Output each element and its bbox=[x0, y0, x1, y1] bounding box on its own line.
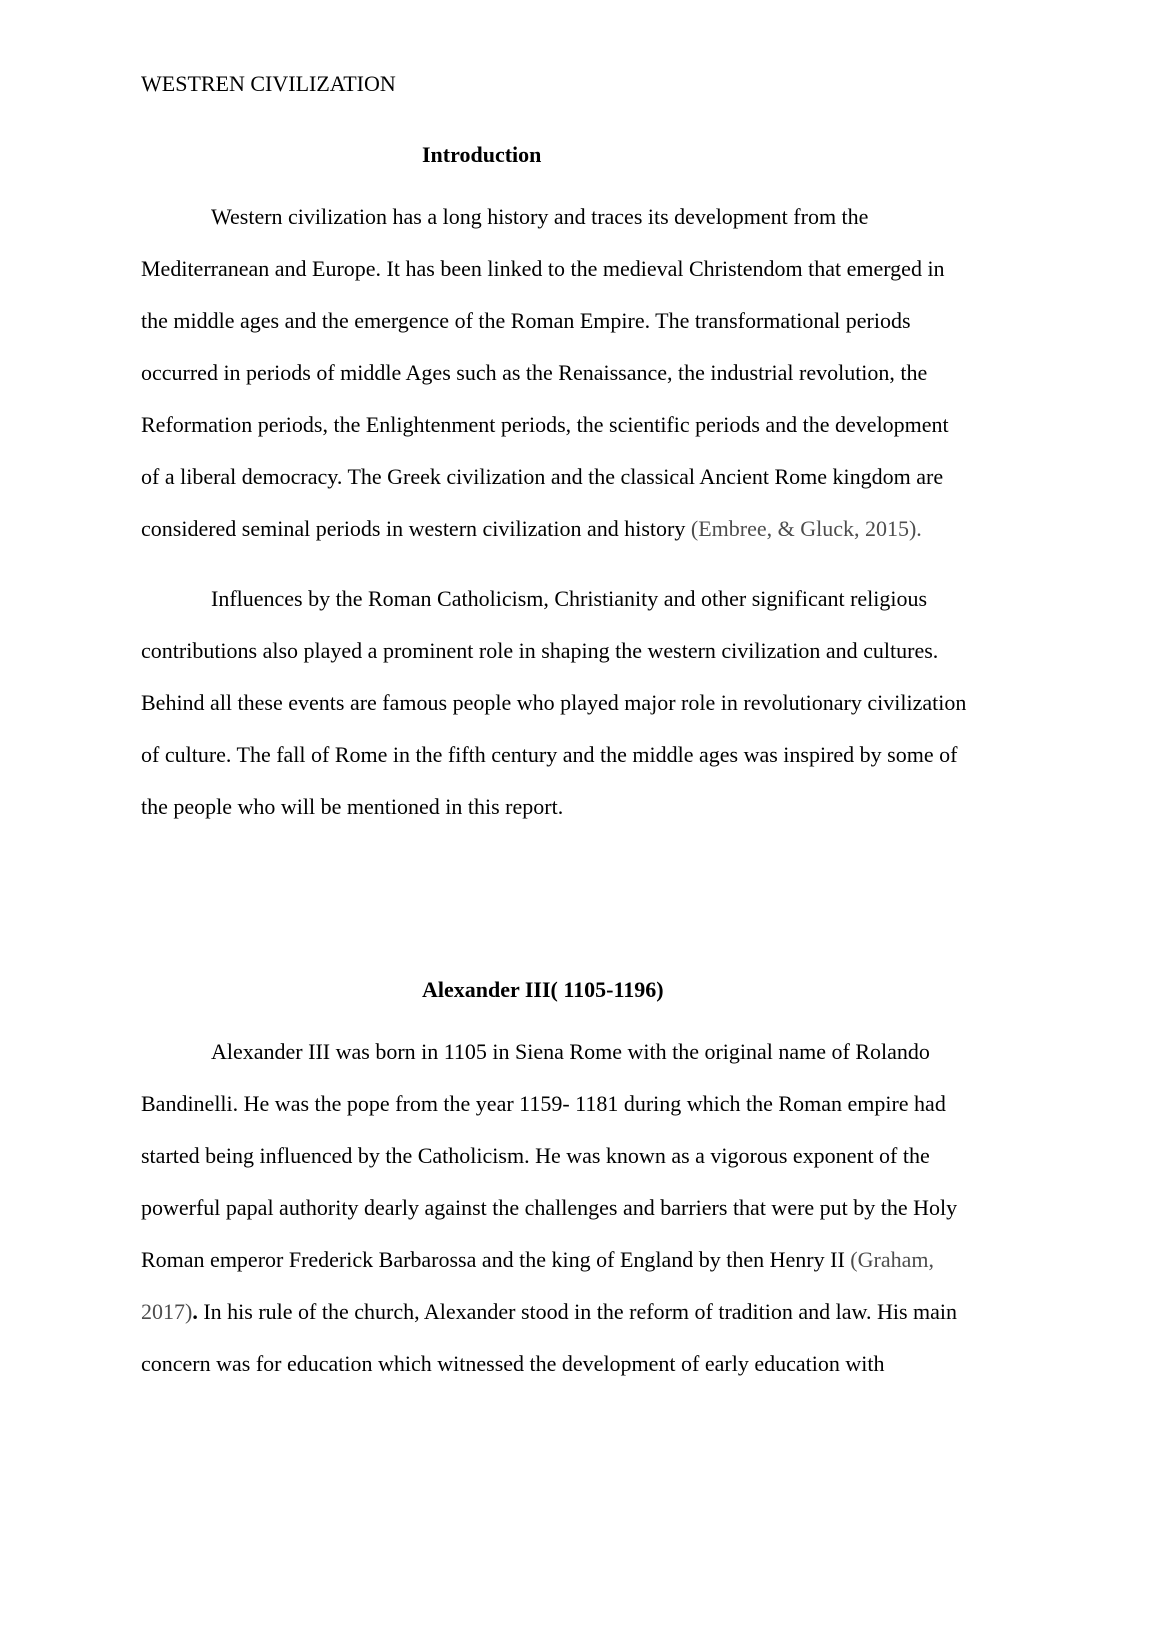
running-head: WESTREN CIVILIZATION bbox=[141, 71, 396, 96]
paragraph-text: considered seminal periods in western civilization and history bbox=[141, 516, 691, 541]
paragraph-line bbox=[141, 1298, 957, 1326]
paragraph-line: powerful papal authority dearly against the challenges and barriers that were put by the Holy bbox=[141, 1195, 958, 1220]
paragraph-text: In his rule of the church, Alexander stood in the reform of tradition and law. His main bbox=[197, 1299, 958, 1324]
paragraph-line: Reformation periods, the Enlightenment periods, the scientific periods and the development bbox=[141, 412, 949, 437]
paragraph-line: Western civilization has a long history and traces its development from the bbox=[211, 204, 869, 229]
paragraph-line bbox=[141, 515, 922, 543]
paragraph-line: Influences by the Roman Catholicism, Christianity and other significant religious bbox=[211, 586, 928, 611]
citation: (Graham, bbox=[850, 1247, 934, 1272]
bold-period: . bbox=[192, 1299, 198, 1324]
paragraph-line: occurred in periods of middle Ages such as the Renaissance, the industrial revolution, the bbox=[141, 360, 928, 385]
section-heading-introduction: Introduction bbox=[422, 142, 542, 167]
paragraph-line: the people who will be mentioned in this report. bbox=[141, 794, 564, 819]
paragraph-line: started being influenced by the Catholicism. He was known as a vigorous exponent of the bbox=[141, 1143, 930, 1168]
citation: (Embree, & Gluck, 2015). bbox=[690, 516, 922, 541]
paragraph-text: Roman emperor Frederick Barbarossa and the king of England by then Henry II bbox=[141, 1247, 851, 1272]
paragraph-line bbox=[141, 1246, 934, 1274]
paragraph-line: Alexander III was born in 1105 in Siena Rome with the original name of Rolando bbox=[211, 1039, 930, 1064]
paragraph-line: of a liberal democracy. The Greek civilization and the classical Ancient Rome kingdom are bbox=[141, 464, 944, 489]
paragraph-line: Behind all these events are famous people who played major role in revolutionary civilization bbox=[141, 690, 967, 715]
paragraph-line: concern was for education which witnessed the development of early education with bbox=[141, 1351, 885, 1376]
citation: 2017) bbox=[141, 1299, 193, 1324]
section-heading-alexander: Alexander III( 1105-1196) bbox=[422, 977, 664, 1002]
paragraph-line: Mediterranean and Europe. It has been linked to the medieval Christendom that emerged in bbox=[141, 256, 945, 281]
paragraph-line: Bandinelli. He was the pope from the year 1159- 1181 during which the Roman empire had bbox=[141, 1091, 946, 1116]
paragraph-line: the middle ages and the emergence of the Roman Empire. The transformational periods bbox=[141, 308, 911, 333]
paragraph-line: of culture. The fall of Rome in the fifth century and the middle ages was inspired by some of bbox=[141, 742, 958, 767]
paragraph-line: contributions also played a prominent role in shaping the western civilization and cultures. bbox=[141, 638, 939, 663]
